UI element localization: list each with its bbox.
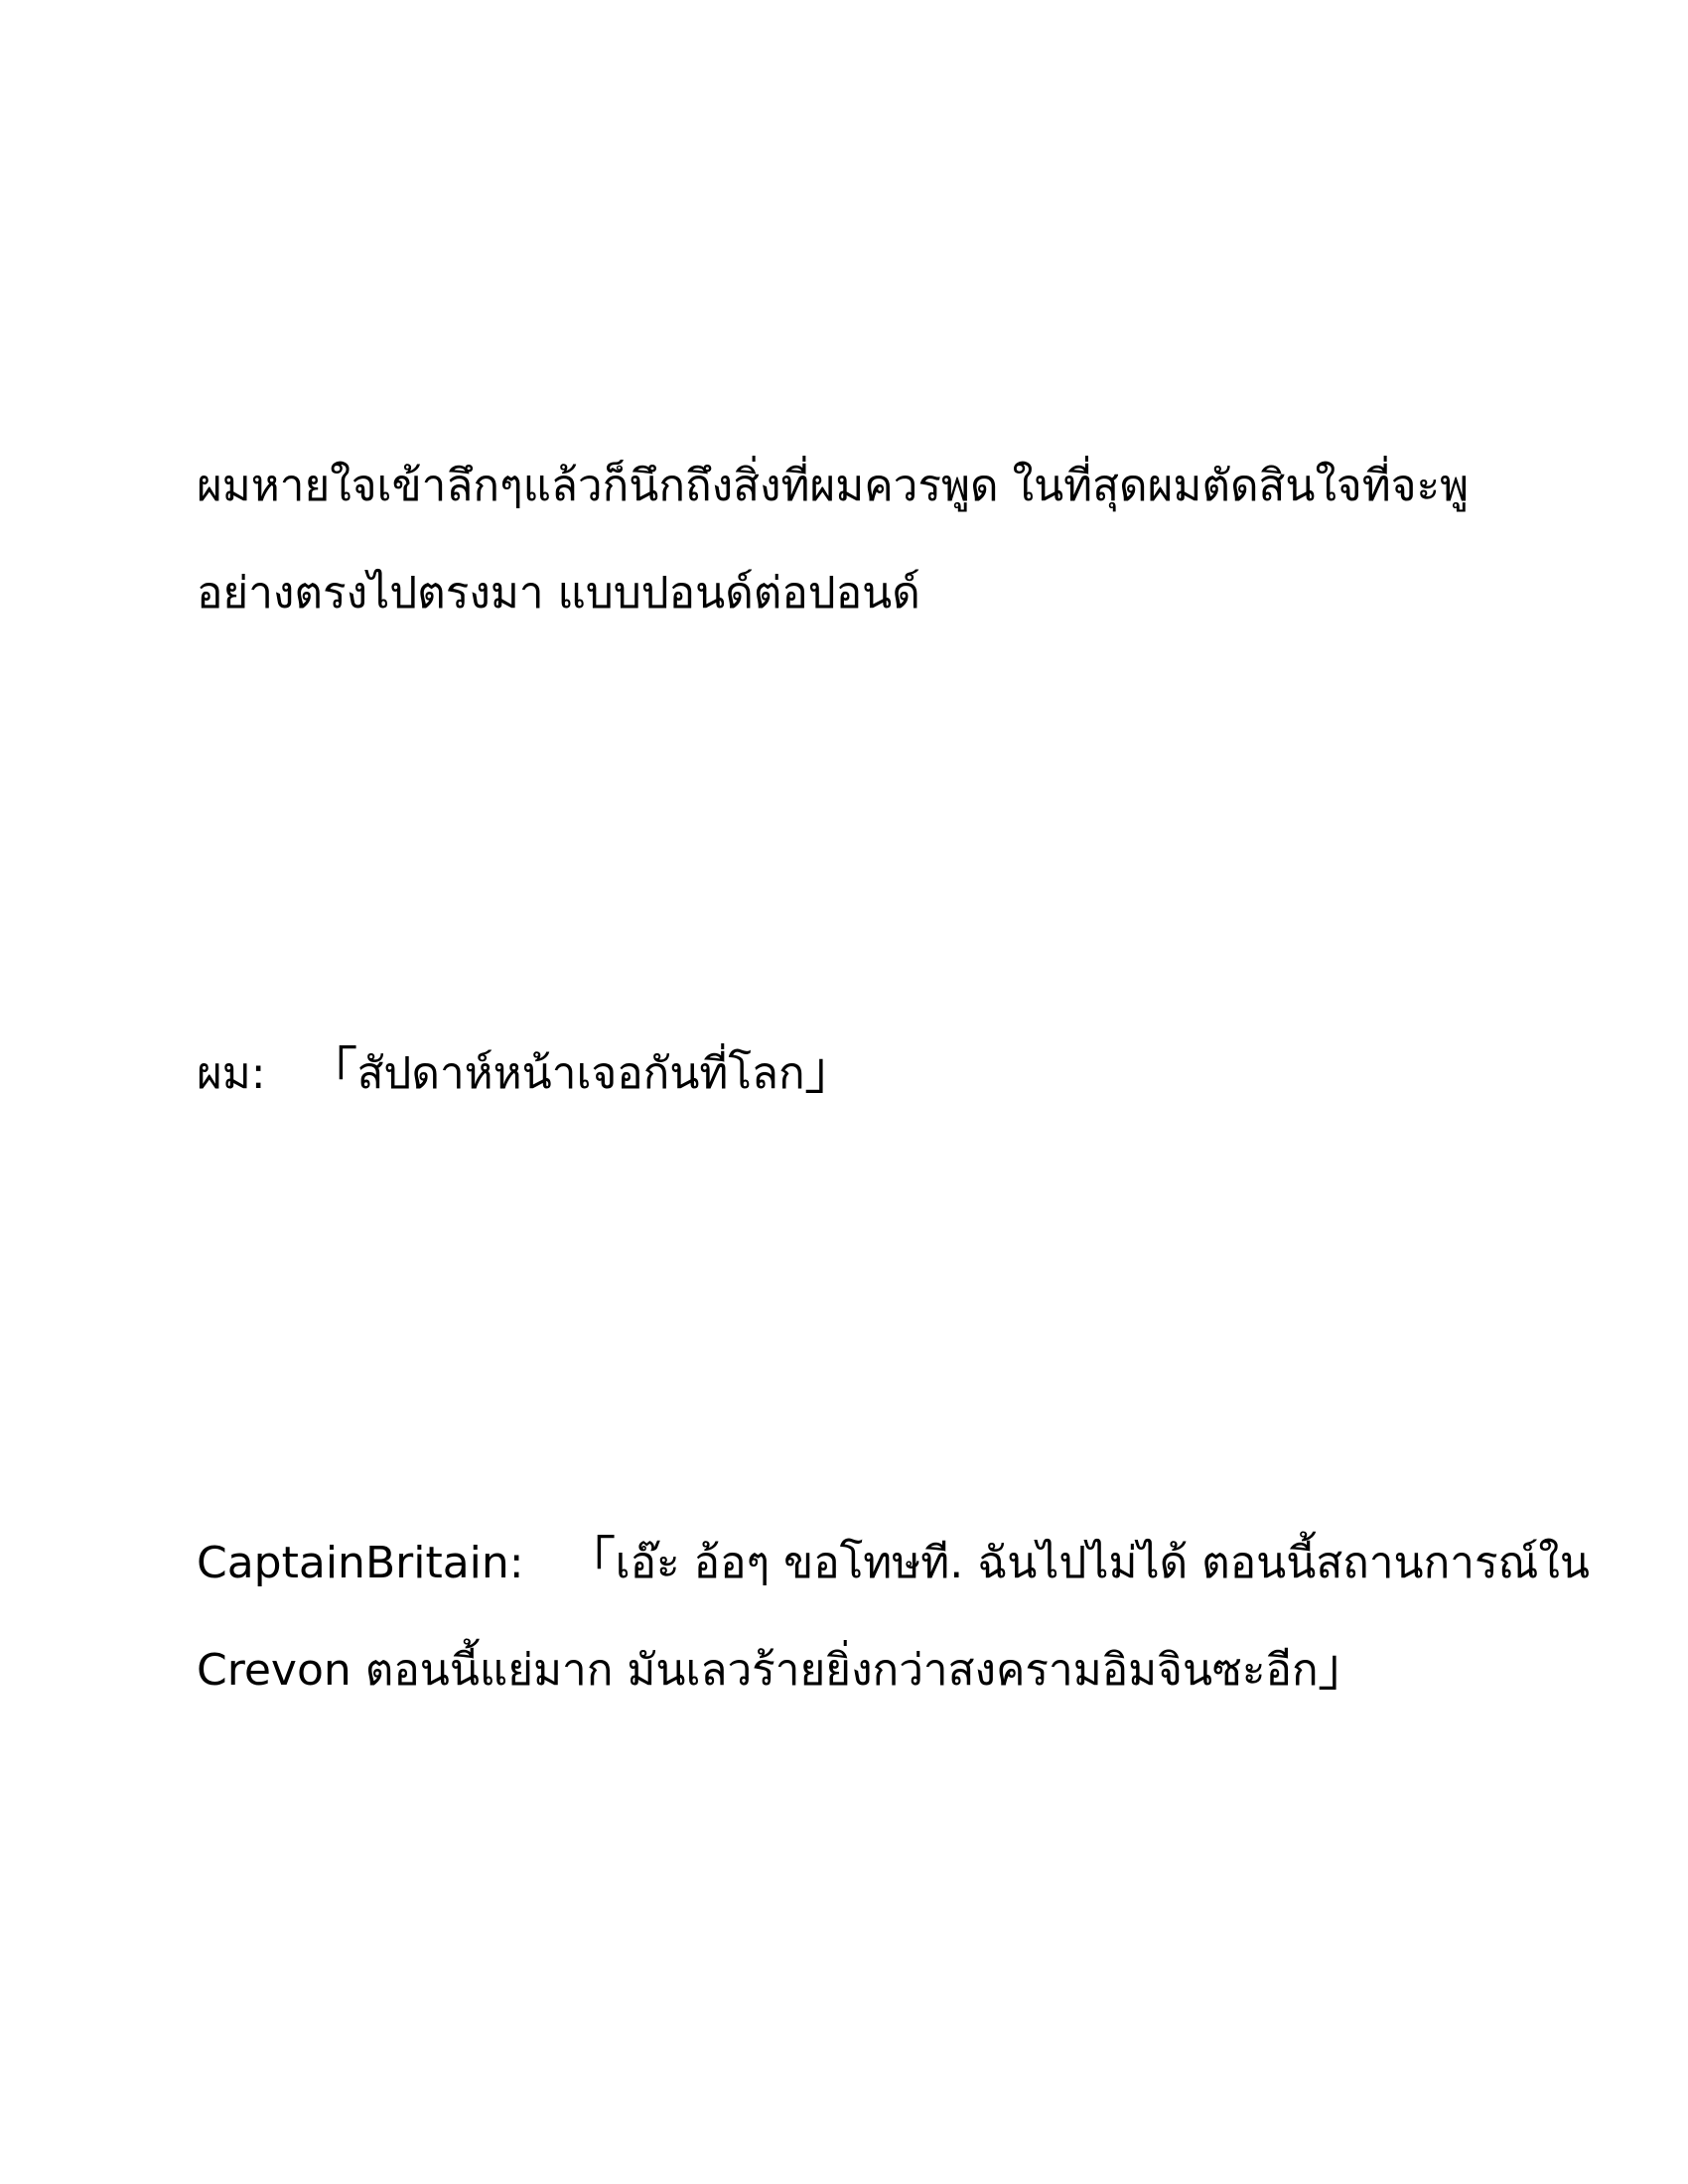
open-quote-bracket: 「 xyxy=(307,1042,357,1100)
narration-paragraph xyxy=(197,433,1507,647)
close-quote-bracket: 」 xyxy=(1318,1639,1368,1697)
dialogue-text: เอ๊ะ อ้อๆ ขอโทษที. ฉันไปไม่ได้ ตอนนี้สถานการณ์ใน xyxy=(615,1538,1590,1588)
speaker-label: ผม: xyxy=(197,1048,266,1099)
open-quote-bracket: 「 xyxy=(565,1532,616,1589)
dialogue-line xyxy=(197,1018,1507,1125)
dialogue-line xyxy=(197,1507,1590,1614)
paragraph-line: ผมหายใจเข้าลึกๆแล้วก็นึกถึงสิ่งที่ผมควรพูด ในที่สุดผมตัดสินใจที่จะพู xyxy=(197,461,1470,511)
speaker-label: CaptainBritain: xyxy=(197,1538,524,1588)
dialogue-line xyxy=(197,1614,1507,1721)
dialogue-text: สัปดาห์หน้าเจอกันที่โลก xyxy=(356,1048,805,1099)
dialogue-captain-britain xyxy=(197,1507,1590,1721)
dialogue-me xyxy=(197,1018,1507,1125)
close-quote-bracket: 」 xyxy=(804,1042,855,1100)
dialogue-text: Crevon ตอนนี้แย่มาก มันเลวร้ายยิ่งกว่าสงครามอิมจินซะอีก xyxy=(197,1645,1319,1696)
paragraph-line: อย่างตรงไปตรงมา แบบปอนด์ต่อปอนด์ xyxy=(197,568,920,618)
